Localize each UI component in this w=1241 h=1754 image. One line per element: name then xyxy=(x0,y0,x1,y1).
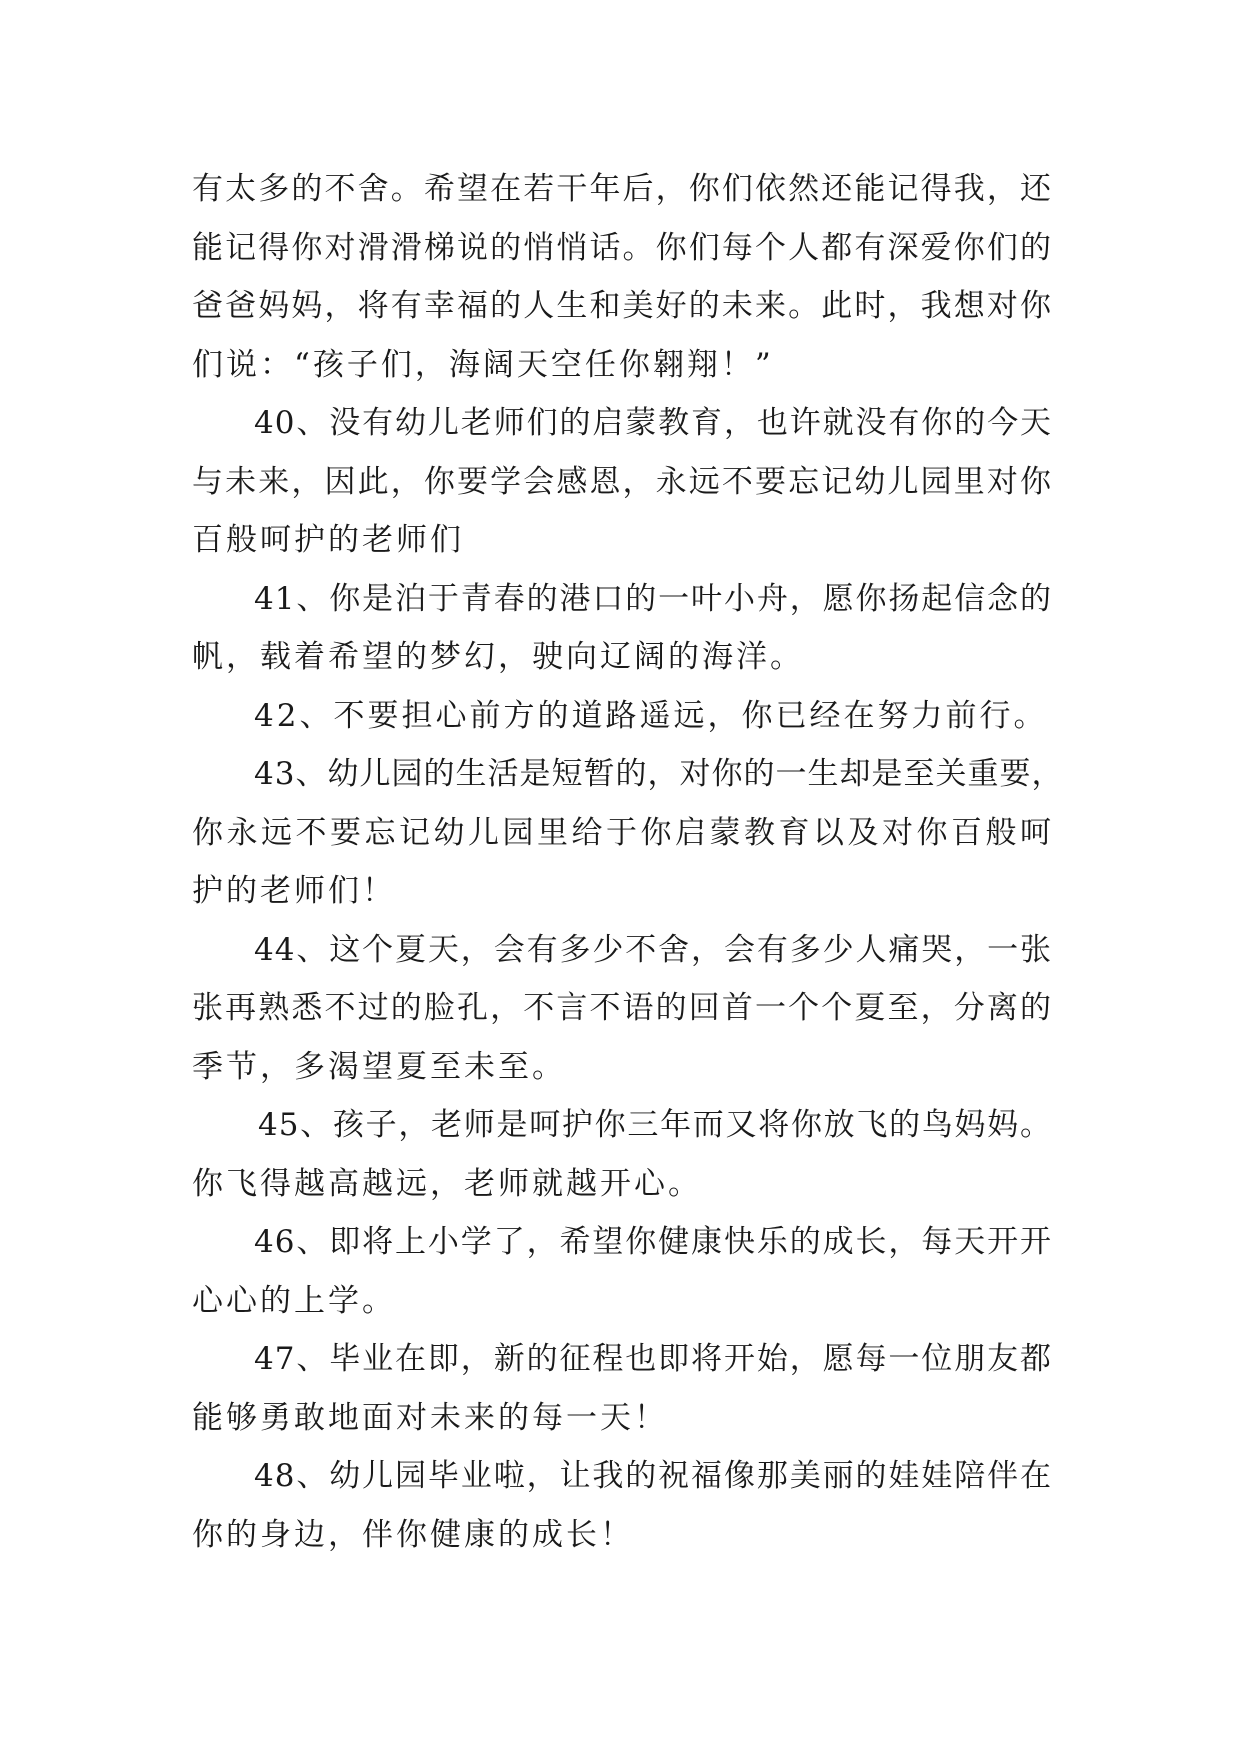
text-line: 能够勇敢地面对未来的每一天！ xyxy=(192,1399,668,1436)
document-body xyxy=(192,160,1064,1564)
text-line: 百般呵护的老师们 xyxy=(192,522,464,558)
item-41-line: 41、你是泊于青春的港口的一叶小舟，愿你扬起信念的 xyxy=(254,580,1052,617)
item-45-line: 45、孩子，老师是呵护你三年而又将你放飞的鸟妈妈。 xyxy=(258,1107,1052,1143)
text-line: 爸爸妈妈，将有幸福的人生和美好的未来。此时，我想对你 xyxy=(192,288,1052,324)
text-line: 有太多的不舍。希望在若干年后，你们依然还能记得我，还 xyxy=(192,171,1052,207)
text-line: 张再熟悉不过的脸孔，不言不语的回首一个个夏至，分离的 xyxy=(192,990,1052,1026)
item-43-line: 43、幼儿园的生活是短暂的，对你的一生却是至关重要， xyxy=(254,756,1064,792)
item-42-line: 42、不要担心前方的道路遥远，你已经在努力前行。 xyxy=(254,697,1048,734)
item-44-line: 44、这个夏天，会有多少不舍，会有多少人痛哭，一张 xyxy=(254,931,1052,968)
item-40-line: 40、没有幼儿老师们的启蒙教育，也许就没有你的今天 xyxy=(254,405,1052,441)
text-line: 心心的上学。 xyxy=(192,1282,396,1319)
item-46-line: 46、即将上小学了，希望你健康快乐的成长，每天开开 xyxy=(254,1224,1052,1260)
text-line: 护的老师们！ xyxy=(192,873,396,909)
text-line: 你永远不要忘记幼儿园里给于你启蒙教育以及对你百般呵 xyxy=(192,814,1052,851)
text-line: 们说：“孩子们，海阔天空任你翱翔！” xyxy=(192,346,774,383)
item-47-line: 47、毕业在即，新的征程也即将开始，愿每一位朋友都 xyxy=(254,1341,1052,1377)
item-48-line: 48、幼儿园毕业啦，让我的祝福像那美丽的娃娃陪伴在 xyxy=(254,1458,1052,1494)
text-line: 与未来，因此，你要学会感恩，永远不要忘记幼儿园里对你 xyxy=(192,463,1052,500)
text-line: 你飞得越高越远，老师就越开心。 xyxy=(192,1165,702,1202)
text-line: 能记得你对滑滑梯说的悄悄话。你们每个人都有深爱你们的 xyxy=(192,229,1052,266)
text-line: 你的身边，伴你健康的成长！ xyxy=(192,1516,634,1553)
text-line: 帆，载着希望的梦幻，驶向辽阔的海洋。 xyxy=(192,639,804,675)
text-line: 季节，多渴望夏至未至。 xyxy=(192,1048,566,1085)
